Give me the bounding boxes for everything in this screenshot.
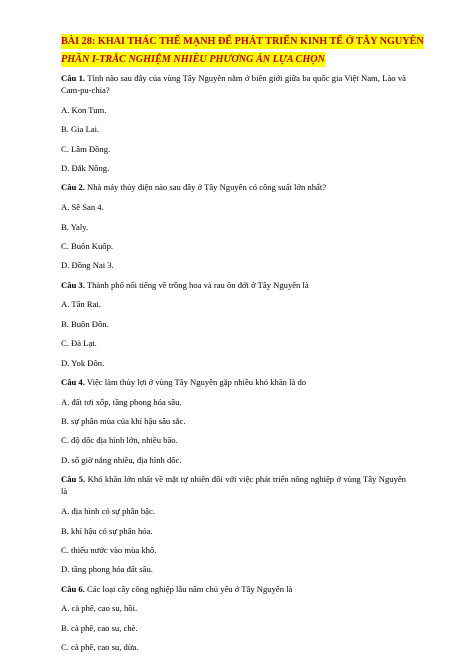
question-label: Câu 5. bbox=[61, 474, 86, 485]
question-6 bbox=[61, 583, 406, 595]
option-1d: D. Đắk Nông. bbox=[61, 163, 110, 174]
option-4b: B. sự phân mùa của khí hậu sâu sắc. bbox=[61, 416, 186, 427]
option-4d: D. số giờ nắng nhiều, địa hình dốc. bbox=[61, 454, 182, 465]
option-2b: B. Yaly. bbox=[61, 221, 89, 232]
document-page bbox=[61, 34, 424, 661]
subtitle-text: PHẦN I-TRẮC NGHIỆM NHIỀU PHƯƠNG ÁN LỰA CHỌN bbox=[61, 54, 325, 65]
question-text: Khó khăn lớn nhất về mặt tự nhiên đối với việc phát triển nông nghiệp ở vùng Tây Nguyên là bbox=[61, 474, 406, 497]
option-5a: A. địa hình có sự phân bậc. bbox=[61, 506, 155, 517]
question-5 bbox=[61, 473, 406, 497]
option-6a: A. cà phê, cao su, hồi. bbox=[61, 603, 138, 614]
option-2c: C. Buôn Kuốp. bbox=[61, 240, 114, 251]
option-1b: B. Gia Lai. bbox=[61, 124, 100, 135]
question-text: Tỉnh nào sau đây của vùng Tây Nguyên nằm ở biên giới giữa ba quốc gia Việt Nam, Lào và Cam-pu-chia? bbox=[61, 73, 406, 96]
question-2 bbox=[61, 181, 406, 193]
option-3a: A. Tân Rai. bbox=[61, 299, 101, 310]
option-1a: A. Kon Tum. bbox=[61, 104, 107, 115]
option-6b: B. cà phê, cao su, chè. bbox=[61, 622, 138, 633]
option-6c: C. cà phê, cao su, dừa. bbox=[61, 642, 139, 653]
option-2a: A. Sê San 4. bbox=[61, 202, 104, 213]
option-4c: C. độ dốc địa hình lớn, nhiều bão. bbox=[61, 435, 178, 446]
option-5d: D. tầng phong hóa đất sâu. bbox=[61, 564, 153, 575]
question-3 bbox=[61, 279, 406, 291]
option-5c: C. thiếu nước vào mùa khô. bbox=[61, 544, 157, 555]
section-subtitle bbox=[61, 52, 406, 67]
question-1 bbox=[61, 72, 406, 96]
option-5b: B. khí hậu có sự phân hóa. bbox=[61, 525, 153, 536]
title-text: BÀI 28: KHAI THÁC THẾ MẠNH ĐỂ PHÁT TRIỂN KINH TẾ Ở TÂY NGUYÊN bbox=[61, 36, 424, 47]
question-text: Thành phố nổi tiếng về trồng hoa và rau ôn đới ở Tây Nguyên là bbox=[84, 279, 309, 290]
question-text: Việc làm thủy lợi ở vùng Tây Nguyên gặp nhiều khó khăn là do bbox=[84, 377, 307, 387]
question-label: Câu 6. bbox=[61, 583, 85, 594]
option-3b: B. Buôn Đôn. bbox=[61, 318, 109, 329]
option-3d: D. Yok Đôn. bbox=[61, 357, 105, 368]
question-label: Câu 1. bbox=[61, 73, 86, 83]
option-2d: D. Đồng Nai 3. bbox=[61, 260, 114, 271]
question-label: Câu 2. bbox=[61, 182, 85, 193]
question-4 bbox=[61, 376, 406, 388]
option-4a: A. đất tơi xốp, tầng phong hóa sâu. bbox=[61, 396, 182, 407]
question-label: Câu 3. bbox=[61, 279, 85, 290]
option-3c: C. Đà Lạt. bbox=[61, 338, 97, 349]
question-text: Nhà máy thủy điện nào sau đây ở Tây Nguyên có công suất lớn nhất? bbox=[84, 182, 327, 193]
question-text: Các loại cây công nghiệp lâu năm chủ yếu ở Tây Nguyên là bbox=[84, 583, 293, 594]
option-1c: C. Lâm Đồng. bbox=[61, 143, 111, 154]
document-title bbox=[61, 34, 424, 49]
question-label: Câu 4. bbox=[61, 377, 85, 387]
